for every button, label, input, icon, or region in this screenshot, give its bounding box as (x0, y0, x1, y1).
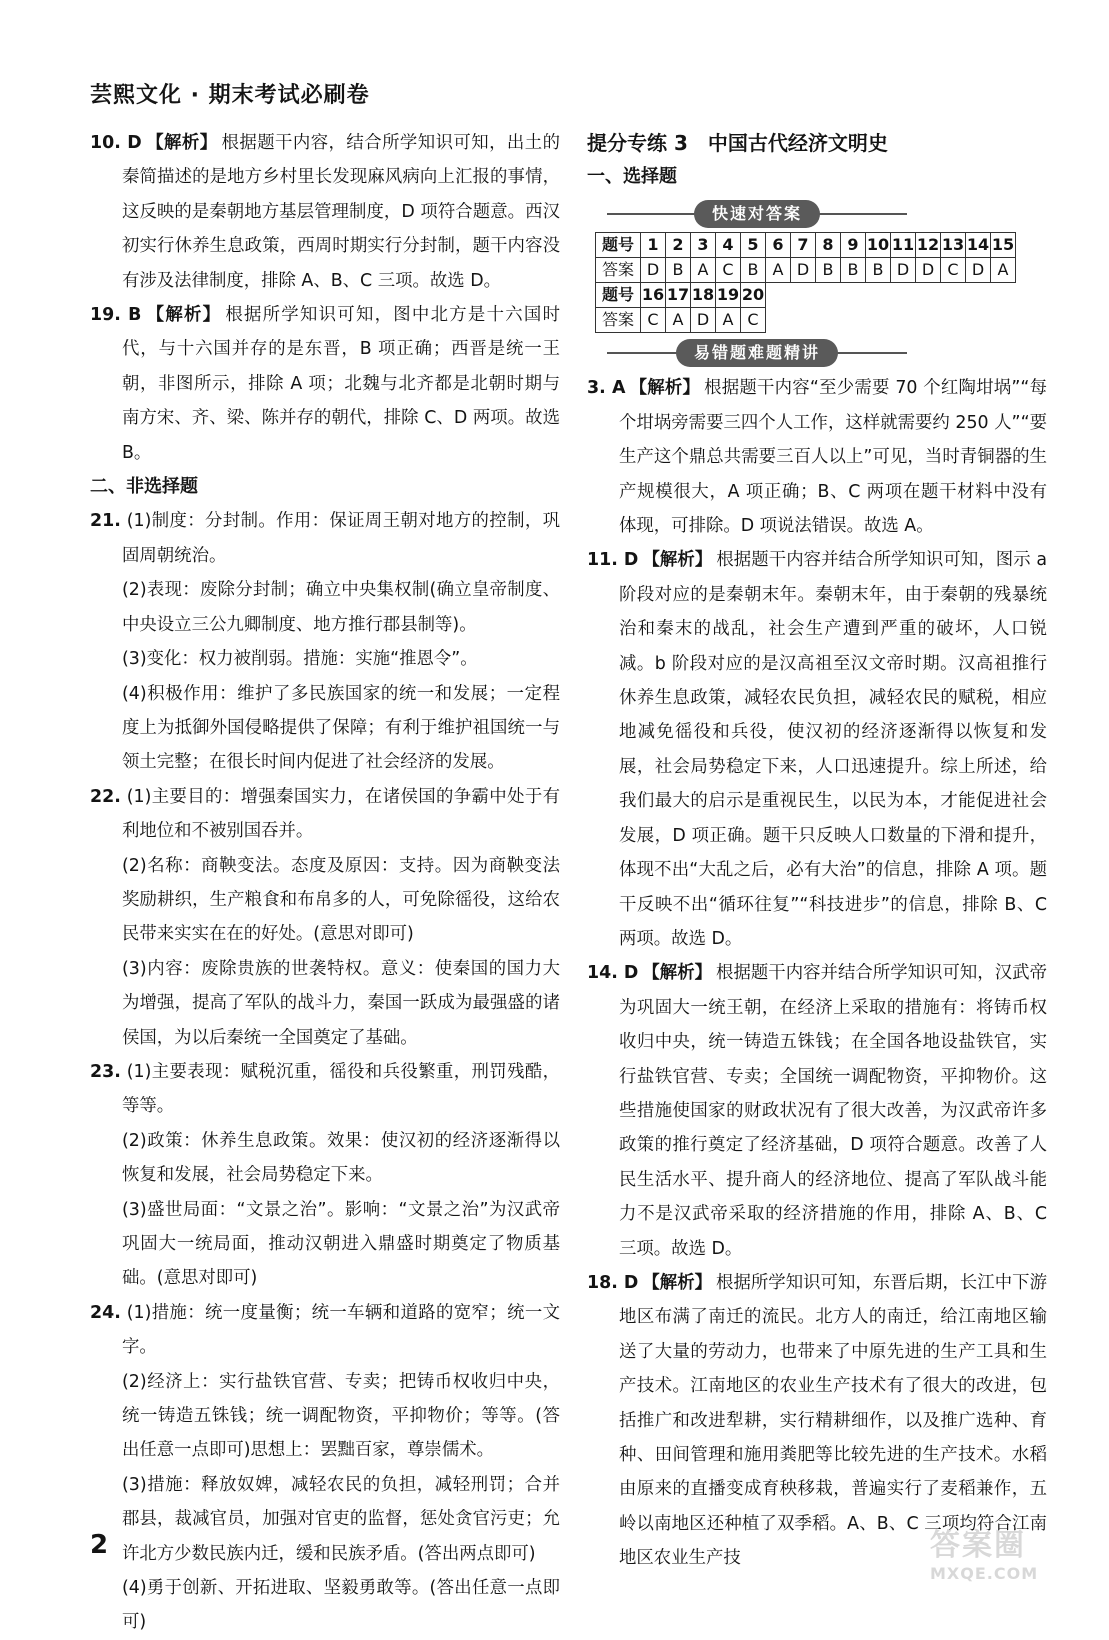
answer-q24-part4: (4)勇于创新、开拓进取、坚毅勇敢等。(答出任意一点即可) (122, 1578, 560, 1633)
answer-q19: 19. B 【解析】 根据所学知识可知，图中北方是十六国时代，与十六国并存的是东晋，B 项正确；西晋是统一王朝，非图所示，排除 A 项；北魏与北齐都是北朝时期与南方宋、齐、梁、陈并存的朝代，排除 C、D 两项。故选 B。 (90, 305, 560, 463)
table-row-numbers-1: 题号 1 2 3 4 5 6 7 8 9 10 11 12 13 14 15 (596, 233, 1016, 258)
answer-q22-part1: 22. (1)主要目的：增强秦国实力，在诸侯国的争霸中处于有利地位和不被别国吞并。 (90, 786, 560, 842)
difficult-questions-label: 易错题难题精讲 (676, 339, 838, 367)
right-column (587, 126, 1047, 1576)
difficult-questions-banner (607, 339, 907, 367)
answer-q21-part2: (2)表现：废除分封制；确立中央集权制(确立皇帝制度、中央设立三公九卿制度、地方推行郡县制等)。 (122, 580, 560, 635)
section-heading-non-choice: 二、非选择题 (90, 476, 198, 498)
quick-answer-label: 快速对答案 (694, 200, 820, 228)
answer-q21-part4: (4)积极作用：维护了多民族国家的统一和发展；一定程度上为抵御外国侵略提供了保障；有利于维护祖国统一与领土完整；在很长时间内促进了社会经济的发展。 (122, 683, 560, 773)
row-label: 题号 (596, 233, 641, 258)
left-column (90, 126, 560, 1640)
table-row-answers-1: 答案 D B A C B A D B B B D D C D A (596, 258, 1016, 283)
answer-q21-part1: 21. (1)制度：分封制。作用：保证周王朝对地方的控制，巩固周朝统治。 (90, 511, 560, 566)
answer-q3: 3. A 【解析】 根据题干内容“至少需要 70 个红陶坩埚”“每个坩埚旁需要三四个人工作，这样就需要约 250 人”“要生产这个鼎总共需要三百人以上”可见，当时青铜器的生产规模很大，A 项正确；B、C 两项在题干材料中没有体现，可排除。D 项说法错误。故选 A。 (587, 378, 1047, 537)
answer-q24-part2: (2)经济上：实行盐铁官营、专卖；把铸币权收归中央，统一铸造五铢钱；统一调配物资，平抑物价；等等。(答出任意一点即可)思想上：罢黜百家，尊崇儒术。 (122, 1371, 560, 1461)
answer-q22-part3: (3)内容：废除贵族的世袭特权。意义：使秦国的国力大为增强，提高了军队的战斗力，秦国一跃成为最强盛的诸侯国，为以后秦统一全国奠定了基础。 (122, 958, 560, 1048)
book-header-title: 芸熙文化 · 期末考试必刷卷 (90, 83, 370, 108)
table-row-numbers-2: 题号 16 17 18 19 20 (596, 283, 1016, 308)
answer-q14: 14. D 【解析】 根据题干内容并结合所学知识可知，汉武帝为巩固大一统王朝，在经济上采取的措施有：将铸币权收归中央，统一铸造五铢钱；在全国各地设盐铁官，实行盐铁官营、专卖；全国统一调配物资，平抑物价。这些措施使国家的财政状况有了很大改善，为汉武帝许多政策的推行奠定了经济基础，D 项符合题意。改善了人民生活水平、提升商人的经济地位、提高了军队战斗能力不是汉武帝采取的经济措施的作用，排除 A、B、C 三项。故选 D。 (587, 963, 1047, 1259)
section-title: 提分专练 3 中国古代经济文明史 (587, 131, 888, 155)
answer-q18: 18. D 【解析】 根据所学知识可知，东晋后期，长江中下游地区布满了南迁的流民。北方人的南迁，给江南地区输送了大量的劳动力，也带来了中原先进的生产工具和生产技术。江南地区的农业生产技术有了很大的改进，包括推广和改进犁耕，实行精耕细作，以及推广选种、育种、田间管理和施用粪肥等比较先进的生产技术。水稻由原来的直播变成育秧移栽，普遍实行了麦稻兼作，五岭以南地区还种植了双季稻。A、B、C 三项均符合江南地区农业生产技 (587, 1272, 1047, 1569)
answer-q23-part1: 23. (1)主要表现：赋税沉重，徭役和兵役繁重，刑罚残酷，等等。 (90, 1061, 560, 1117)
page-number: 2 (90, 1530, 109, 1560)
answer-q21-part3: (3)变化：权力被削弱。措施：实施“推恩令”。 (122, 649, 478, 670)
answer-q24-part3: (3)措施：释放奴婢，减轻农民的负担，减轻刑罚；合并郡县，裁减官员，加强对官吏的监督，惩处贪官污吏；允许北方少数民族内迁，缓和民族矛盾。(答出两点即可) (122, 1474, 560, 1564)
table-row-answers-2: 答案 C A D A C (596, 308, 1016, 333)
quick-answer-banner (607, 200, 907, 228)
answer-q22-part2: (2)名称：商鞅变法。态度及原因：支持。因为商鞅变法奖励耕织，生产粮食和布帛多的人，可免除徭役，这给农民带来实实在在的好处。(意思对即可) (122, 855, 560, 945)
answer-q11: 11. D 【解析】 根据题干内容并结合所学知识可知，图示 a 阶段对应的是秦朝末年。秦朝末年，由于秦朝的残暴统治和秦末的战乱，社会生产遭到严重的破坏，人口锐减。b 阶段对应的是汉高祖至汉文帝时期。汉高祖推行休养生息政策，减轻农民负担，减轻农民的赋税，相应地减免徭役和兵役，使汉初的经济逐渐得以恢复和发展，社会局势稳定下来，人口迅速提升。综上所述，给我们最大的启示是重视民生，以民为本，才能促进社会发展，D 项正确。题干只反映人口数量的下滑和提升，体现不出“大乱之后，必有大治”的信息，排除 A 项。题干反映不出“循环往复”“科技进步”的信息，排除 B、C 两项。故选 D。 (587, 550, 1047, 949)
site-watermark: 答案圈 MXQE.COM (930, 1528, 1039, 1583)
row-label: 答案 (596, 258, 641, 283)
answer-q10: 10. D 【解析】 根据题干内容，结合所学知识可知，出土的秦简描述的是地方乡村里长发现麻风病向上汇报的事情，这反映的是秦朝地方基层管理制度，D 项符合题意。西汉初实行休养生息政策，西周时期实行分封制，题干内容没有涉及法律制度，排除 A、B、C 三项。故选 D。 (90, 133, 560, 291)
answer-q23-part2: (2)政策：休养生息政策。效果：使汉初的经济逐渐得以恢复和发展，社会局势稳定下来。 (122, 1130, 560, 1186)
row-label: 题号 (596, 283, 641, 308)
answer-table (595, 232, 1016, 333)
answer-q24-part1: 24. (1)措施：统一度量衡；统一车辆和道路的宽窄；统一文字。 (90, 1302, 560, 1358)
row-label: 答案 (596, 308, 641, 333)
section-heading-choice: 一、选择题 (587, 166, 677, 187)
answer-q23-part3: (3)盛世局面：“文景之治”。影响：“文景之治”为汉武帝巩固大一统局面，推动汉朝进入鼎盛时期奠定了物质基础。(意思对即可) (122, 1199, 560, 1289)
